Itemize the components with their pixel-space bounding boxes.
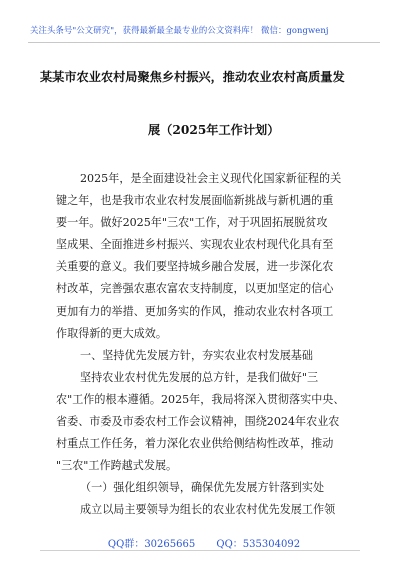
section-heading: 一、坚持优先发展方针，夯实农业农村发展基础 — [80, 348, 313, 362]
header-divider — [28, 42, 380, 43]
paragraph-line: 成立以局主要领导为组长的农业农村优先发展工作领 — [80, 503, 336, 517]
qq-group-label: QQ群：30265665 — [107, 539, 196, 550]
paragraph-line: 键之年，也是我市农业农村发展面临新挑战与新机遇的重 — [56, 194, 334, 208]
paragraph-line: 更加有力的举措、更加务实的作风，推动农业农村各项工 — [56, 304, 334, 318]
document-title-line-2: 展（2025年工作计划） — [148, 123, 280, 137]
subsection-heading: （一）强化组织领导，确保优先发展方针落到实处 — [80, 481, 325, 495]
footer-contact — [0, 535, 408, 550]
paragraph-line: 坚持农业农村优先发展的总方针，是我们做好"三 — [80, 370, 319, 384]
paragraph-line: 关重要的意义。我们要坚持城乡融合发展，进一步深化农 — [56, 260, 334, 274]
qq-contact-label: QQ：535304092 — [216, 539, 301, 550]
paragraph-line: 坚成果、全面推进乡村振兴、实现农业农村现代化具有至 — [56, 238, 334, 252]
paragraph-line: 村改革，完善强农惠农富农支持制度，以更加坚定的信心 — [56, 282, 334, 296]
paragraph-line: "三农"工作跨越式发展。 — [56, 459, 178, 473]
document-title-line-1: 某某市农业农村局聚焦乡村振兴，推动农业农村高质量发 — [40, 70, 345, 84]
paragraph-line: 村重点工作任务，着力深化农业供给侧结构性改革，推动 — [56, 437, 334, 451]
paragraph-line: 农"工作的根本遵循。2025年，我局将深入贯彻落实中央、 — [56, 392, 345, 406]
document-body — [56, 168, 356, 522]
paragraph-line: 要一年。做好2025年"三农"工作，对于巩固拓展脱贫攻 — [56, 216, 328, 230]
header-banner: 关注头条号"公文研究"，获得最新最全最专业的公文资料库！ 微信：gongwenj — [30, 25, 329, 35]
paragraph-line: 省委、市委及市委农村工作会议精神，围绕2024年农业农 — [56, 415, 340, 429]
paragraph-line: 作取得新的更大成效。 — [56, 326, 167, 340]
footer-divider — [40, 550, 360, 551]
paragraph-line: 2025年，是全面建设社会主义现代化国家新征程的关 — [80, 172, 342, 185]
